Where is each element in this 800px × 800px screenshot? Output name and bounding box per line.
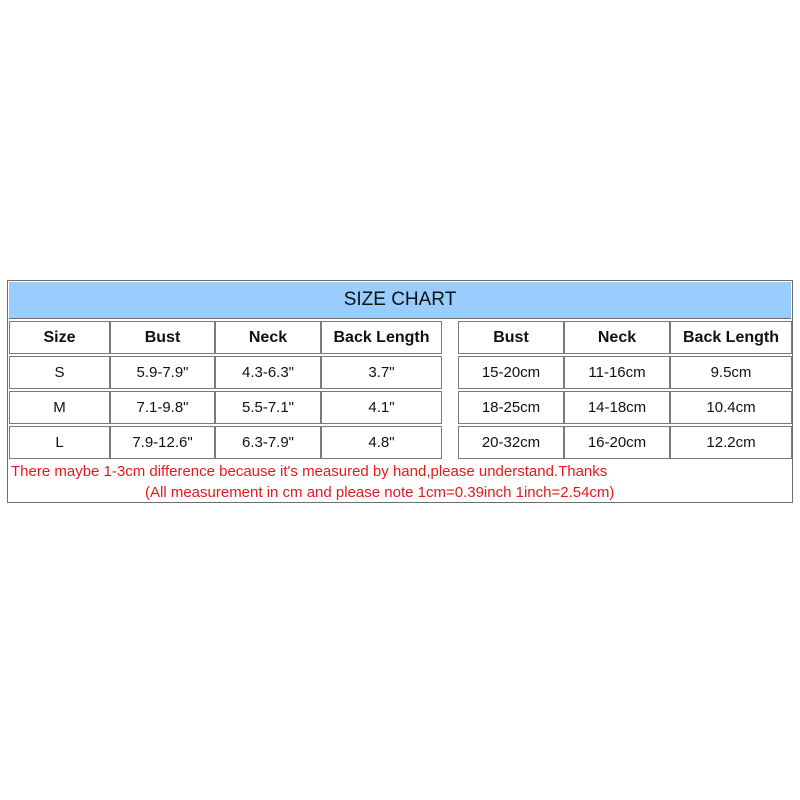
- cell-bust-cm-l: 20-32cm: [458, 426, 564, 459]
- cell-size-l: L: [9, 426, 110, 459]
- cell-back-inch-s: 3.7": [321, 356, 442, 389]
- cell-bust-cm-m: 18-25cm: [458, 391, 564, 424]
- conversion-note: (All measurement in cm and please note 1cm=0.39inch 1inch=2.54cm): [145, 484, 615, 501]
- header-neck-inch: Neck: [215, 321, 321, 354]
- header-size: Size: [9, 321, 110, 354]
- cell-neck-inch-s: 4.3-6.3": [215, 356, 321, 389]
- cell-neck-cm-s: 11-16cm: [564, 356, 670, 389]
- cell-back-cm-l: 12.2cm: [670, 426, 792, 459]
- cell-size-s: S: [9, 356, 110, 389]
- cell-neck-cm-l: 16-20cm: [564, 426, 670, 459]
- cell-bust-cm-s: 15-20cm: [458, 356, 564, 389]
- cell-neck-inch-l: 6.3-7.9": [215, 426, 321, 459]
- cell-bust-inch-s: 5.9-7.9": [110, 356, 215, 389]
- cell-back-cm-m: 10.4cm: [670, 391, 792, 424]
- header-neck-cm: Neck: [564, 321, 670, 354]
- cell-bust-inch-m: 7.1-9.8": [110, 391, 215, 424]
- header-back-length-cm: Back Length: [670, 321, 792, 354]
- cell-back-cm-s: 9.5cm: [670, 356, 792, 389]
- cell-back-inch-l: 4.8": [321, 426, 442, 459]
- measurement-note: There maybe 1-3cm difference because it's measured by hand,please understand.Thanks: [11, 463, 608, 480]
- cell-size-m: M: [9, 391, 110, 424]
- header-back-length-inch: Back Length: [321, 321, 442, 354]
- size-chart: [7, 280, 793, 503]
- cell-neck-cm-m: 14-18cm: [564, 391, 670, 424]
- cell-neck-inch-m: 5.5-7.1": [215, 391, 321, 424]
- cell-back-inch-m: 4.1": [321, 391, 442, 424]
- cell-bust-inch-l: 7.9-12.6": [110, 426, 215, 459]
- size-chart-title: SIZE CHART: [9, 282, 791, 319]
- header-bust-cm: Bust: [458, 321, 564, 354]
- header-bust-inch: Bust: [110, 321, 215, 354]
